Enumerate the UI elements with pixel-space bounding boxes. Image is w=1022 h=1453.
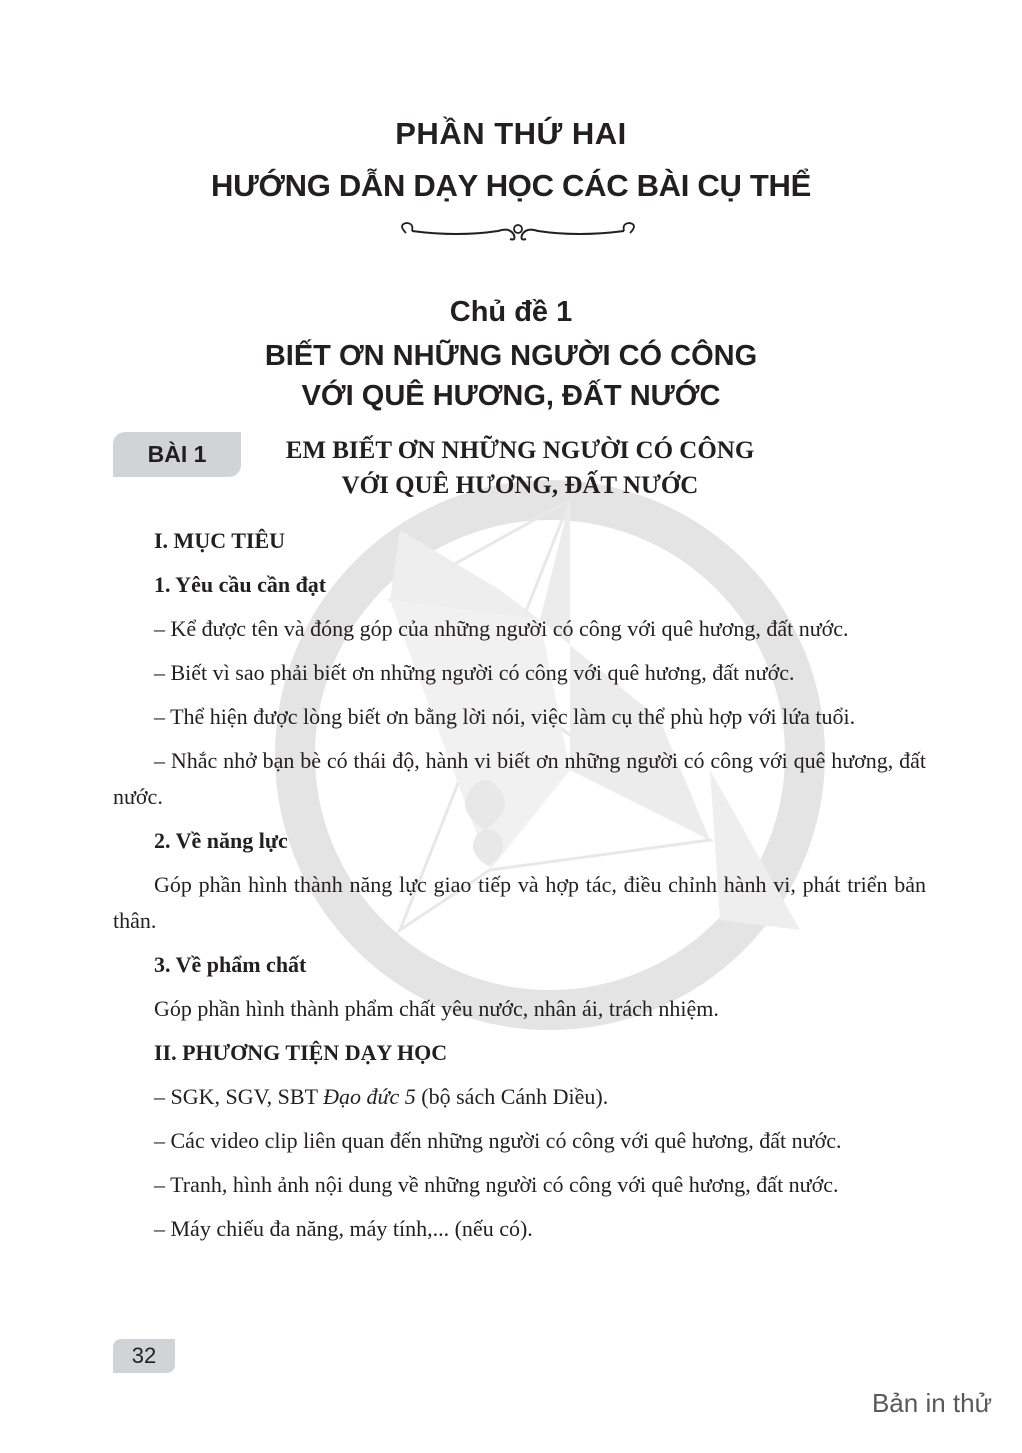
- requirement-item: – Kể được tên và đóng góp của những người có công với quê hương, đất nước.: [154, 616, 849, 641]
- competency-text: Góp phần hình thành năng lực giao tiếp và hợp tác, điều chỉnh hành vi, phát triển bản thân.: [113, 872, 926, 933]
- lesson-title-line-1: EM BIẾT ƠN NHỮNG NGƯỜI CÓ CÔNG: [285, 437, 755, 464]
- divider-flourish-icon: [398, 219, 638, 247]
- topic-label: Chủ đề 1: [449, 296, 573, 328]
- part-title: PHẦN THỨ HAI: [395, 116, 627, 151]
- quality-text: Góp phần hình thành phẩm chất yêu nước, nhân ái, trách nhiệm.: [154, 996, 719, 1021]
- quality-heading: 3. Về phẩm chất: [154, 952, 307, 977]
- materials-item: – Máy chiếu đa năng, máy tính,... (nếu có).: [154, 1216, 533, 1241]
- lesson-content: [113, 523, 926, 1247]
- materials-item: – Tranh, hình ảnh nội dung về những người có công với quê hương, đất nước.: [154, 1172, 839, 1197]
- competency-heading: 2. Về năng lực: [154, 828, 288, 853]
- requirement-item: – Biết vì sao phải biết ơn những người có công với quê hương, đất nước.: [154, 660, 795, 685]
- materials-heading: II. PHƯƠNG TIỆN DẠY HỌC: [154, 1040, 448, 1065]
- materials-item-prefix: – SGK, SGV, SBT: [154, 1084, 324, 1109]
- objectives-heading: I. MỤC TIÊU: [154, 528, 286, 553]
- requirement-item: – Thể hiện được lòng biết ơn bằng lời nói, việc làm cụ thể phù hợp với lứa tuổi.: [154, 704, 856, 729]
- part-subtitle: HƯỚNG DẪN DẠY HỌC CÁC BÀI CỤ THỂ: [210, 168, 811, 203]
- print-note: Bản in thử: [871, 1388, 992, 1418]
- book-title: Đạo đức 5: [323, 1084, 416, 1109]
- lesson-badge: BÀI 1: [113, 432, 241, 477]
- requirements-heading: 1. Yêu cầu cần đạt: [154, 572, 327, 597]
- topic-title-line-2: VỚI QUÊ HƯƠNG, ĐẤT NƯỚC: [301, 380, 721, 412]
- materials-item: – Các video clip liên quan đến những người có công với quê hương, đất nước.: [154, 1128, 842, 1153]
- page-number: 32: [113, 1339, 175, 1373]
- topic-title-line-1: BIẾT ƠN NHỮNG NGƯỜI CÓ CÔNG: [264, 340, 758, 372]
- lesson-title-line-2: VỚI QUÊ HƯƠNG, ĐẤT NƯỚC: [341, 472, 699, 499]
- requirement-item: – Nhắc nhở bạn bè có thái độ, hành vi biết ơn những người có công với quê hương, đất nước.: [113, 748, 926, 809]
- materials-item: [113, 1079, 926, 1115]
- materials-item-suffix: (bộ sách Cánh Diều).: [415, 1084, 609, 1109]
